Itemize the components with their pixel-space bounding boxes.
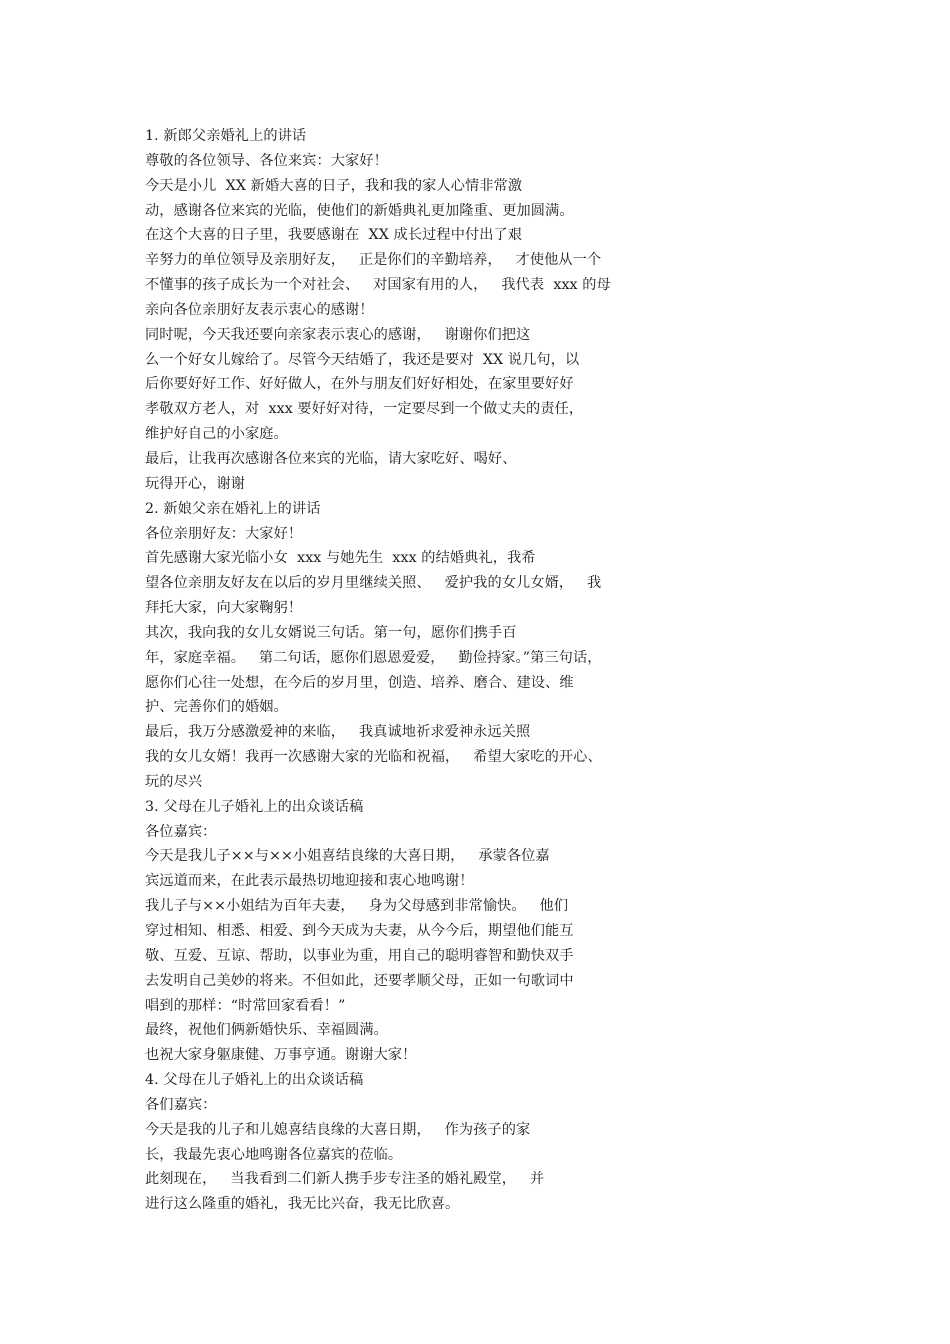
text-line: 尊敬的各位领导、各位来宾：大家好！ — [145, 152, 388, 169]
text-line: 孝敬双方老人，对 xxx 要好好对待，一定要尽到一个做丈夫的责任， — [145, 401, 584, 418]
text-line: 2. 新娘父亲在婚礼上的讲话 — [145, 500, 321, 517]
text-line: 各位亲朋好友：大家好！ — [145, 525, 303, 542]
text-line: 宾远道而来，在此表示最热切地迎接和衷心地鸣谢！ — [145, 873, 474, 890]
text-line: 最后，让我再次感谢各位来宾的光临，请大家吃好、喝好、 — [145, 450, 517, 467]
text-line: 去发明自己美妙的将来。不但如此，还要孝顺父母，正如一句歌词中 — [145, 972, 574, 989]
text-line: 今天是我儿子××与××小姐喜结良缘的大喜日期， 承蒙各位嘉 — [145, 848, 550, 865]
text-line: 在这个大喜的日子里，我要感谢在 XX 成长过程中付出了艰 — [145, 227, 523, 244]
text-line: 各位嘉宾： — [145, 823, 217, 840]
text-line: 唱到的那样：“时常回家看看！” — [145, 997, 346, 1014]
text-line: 各们嘉宾： — [145, 1096, 217, 1113]
text-line: 长，我最先衷心地鸣谢各位嘉宾的莅临。 — [145, 1146, 403, 1163]
text-line: 我的女儿女婿！我再一次感谢大家的光临和祝福， 希望大家吃的开心、 — [145, 749, 602, 766]
text-line: 1. 新郎父亲婚礼上的讲话 — [145, 128, 307, 144]
text-line: 最后，我万分感激爱神的来临， 我真诚地祈求爱神永远关照 — [145, 724, 531, 741]
text-line: 同时呢，今天我还要向亲家表示衷心的感谢， 谢谢你们把这 — [145, 326, 531, 343]
text-line: 么一个好女儿嫁给了。尽管今天结婚了，我还是要对 XX 说几句，以 — [145, 351, 580, 368]
text-line: 我儿子与××小姐结为百年夫妻， 身为父母感到非常愉快。 他们 — [145, 898, 569, 915]
text-line: 其次，我向我的女儿女婿说三句话。第一句，愿你们携手百 — [145, 624, 517, 641]
text-line: 护、完善你们的婚姻。 — [145, 699, 288, 716]
document-body — [145, 124, 705, 1217]
text-line: 拜托大家，向大家鞠躬！ — [145, 600, 303, 617]
text-line: 3. 父母在儿子婚礼上的出众谈话稿 — [145, 798, 364, 815]
text-line: 进行这么隆重的婚礼，我无比兴奋，我无比欣喜。 — [145, 1196, 460, 1213]
text-line: 玩的尽兴 — [145, 773, 203, 790]
text-line: 动，感谢各位来宾的光临，使他们的新婚典礼更加隆重、更加圆满。 — [145, 202, 574, 219]
text-line: 穿过相知、相悉、相爱、到今天成为夫妻，从今今后，期望他们能互 — [145, 923, 574, 939]
text-line: 最终，祝他们俩新婚快乐、幸福圆满。 — [145, 1022, 388, 1039]
text-line: 首先感谢大家光临小女 xxx 与她先生 xxx 的结婚典礼，我希 — [145, 550, 536, 567]
text-line: 愿你们心往一处想，在今后的岁月里，创造、培养、磨合、建设、维 — [145, 674, 574, 691]
text-line: 年，家庭幸福。 第二句话，愿你们恩恩爱爱， 勤俭持家。”第三句话， — [145, 649, 602, 666]
text-line: 维护好自己的小家庭。 — [145, 426, 288, 443]
text-line: 辛努力的单位领导及亲朋好友， 正是你们的辛勤培养， 才使他从一个 — [145, 252, 602, 269]
text-line: 4. 父母在儿子婚礼上的出众谈话稿 — [145, 1072, 364, 1089]
text-line: 敬、互爱、互谅、帮助，以事业为重，用自己的聪明睿智和勤快双手 — [145, 947, 574, 964]
text-line: 今天是小儿 XX 新婚大喜的日子，我和我的家人心情非常激 — [145, 177, 523, 194]
text-line: 亲向各位亲朋好友表示衷心的感谢！ — [145, 301, 374, 318]
text-line: 不懂事的孩子成长为一个对社会、 对国家有用的人， 我代表 xxx 的母 — [145, 277, 611, 294]
text-line: 此刻现在， 当我看到二们新人携手步专注圣的婚礼殿堂， 并 — [145, 1171, 545, 1188]
text-line: 望各位亲朋友好友在以后的岁月里继续关照、 爱护我的女儿女婿， 我 — [145, 575, 602, 592]
text-line: 也祝大家身躯康健、万事亨通。谢谢大家！ — [145, 1047, 417, 1064]
text-line: 后你要好好工作、好好做人，在外与朋友们好好相处，在家里要好好 — [145, 376, 574, 393]
text-line: 今天是我的儿子和儿媳喜结良缘的大喜日期， 作为孩子的家 — [145, 1121, 531, 1138]
text-line: 玩得开心，谢谢 — [145, 475, 246, 492]
